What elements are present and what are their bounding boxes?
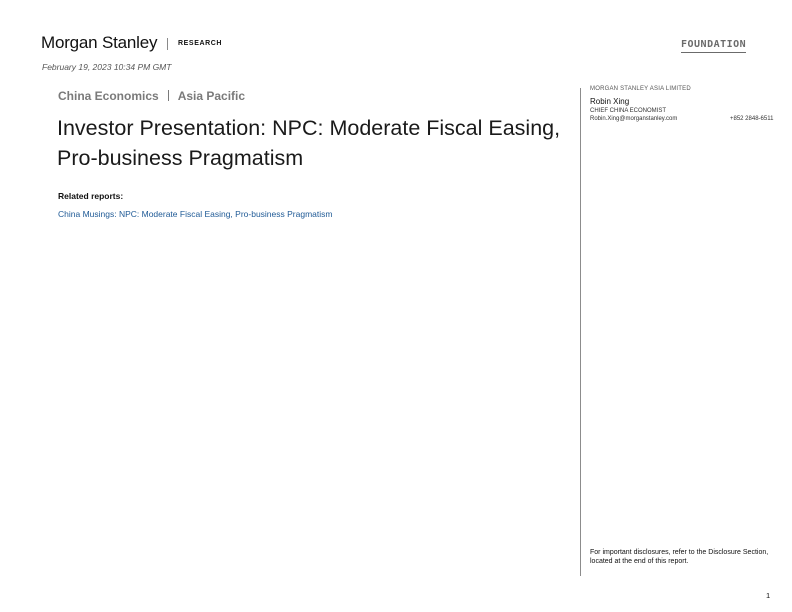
category-primary: China Economics [58, 89, 159, 103]
morgan-stanley-logo: Morgan Stanley [41, 33, 158, 52]
foundation-label: FOUNDATION [681, 39, 746, 53]
analyst-phone: +852 2848-6511 [730, 115, 774, 122]
analyst-name: Robin Xing [590, 97, 630, 106]
analyst-role: CHIEF CHINA ECONOMIST [590, 107, 667, 114]
category-secondary: Asia Pacific [177, 89, 246, 103]
report-title: Investor Presentation: NPC: Moderate Fiscal Easing, Pro-business Pragmatism [57, 116, 561, 170]
logo-separator [167, 38, 168, 50]
company-name: MORGAN STANLEY ASIA LIMITED [590, 86, 691, 92]
related-report-link[interactable]: China Musings: NPC: Moderate Fiscal Easing, Pro-business Pragmatism [58, 209, 333, 219]
publication-date: February 19, 2023 10:34 PM GMT [42, 62, 172, 72]
category-separator [168, 90, 169, 101]
report-category [58, 89, 245, 103]
analyst-email-link[interactable]: Robin.Xing@morganstanley.com [590, 115, 678, 122]
disclosure-note: For important disclosures, refer to the Disclosure Section, located at the end of this report. [590, 549, 769, 565]
page-number: 1 [766, 591, 771, 600]
research-label: RESEARCH [178, 40, 223, 47]
column-divider [580, 88, 581, 576]
related-reports-label: Related reports: [58, 191, 124, 201]
